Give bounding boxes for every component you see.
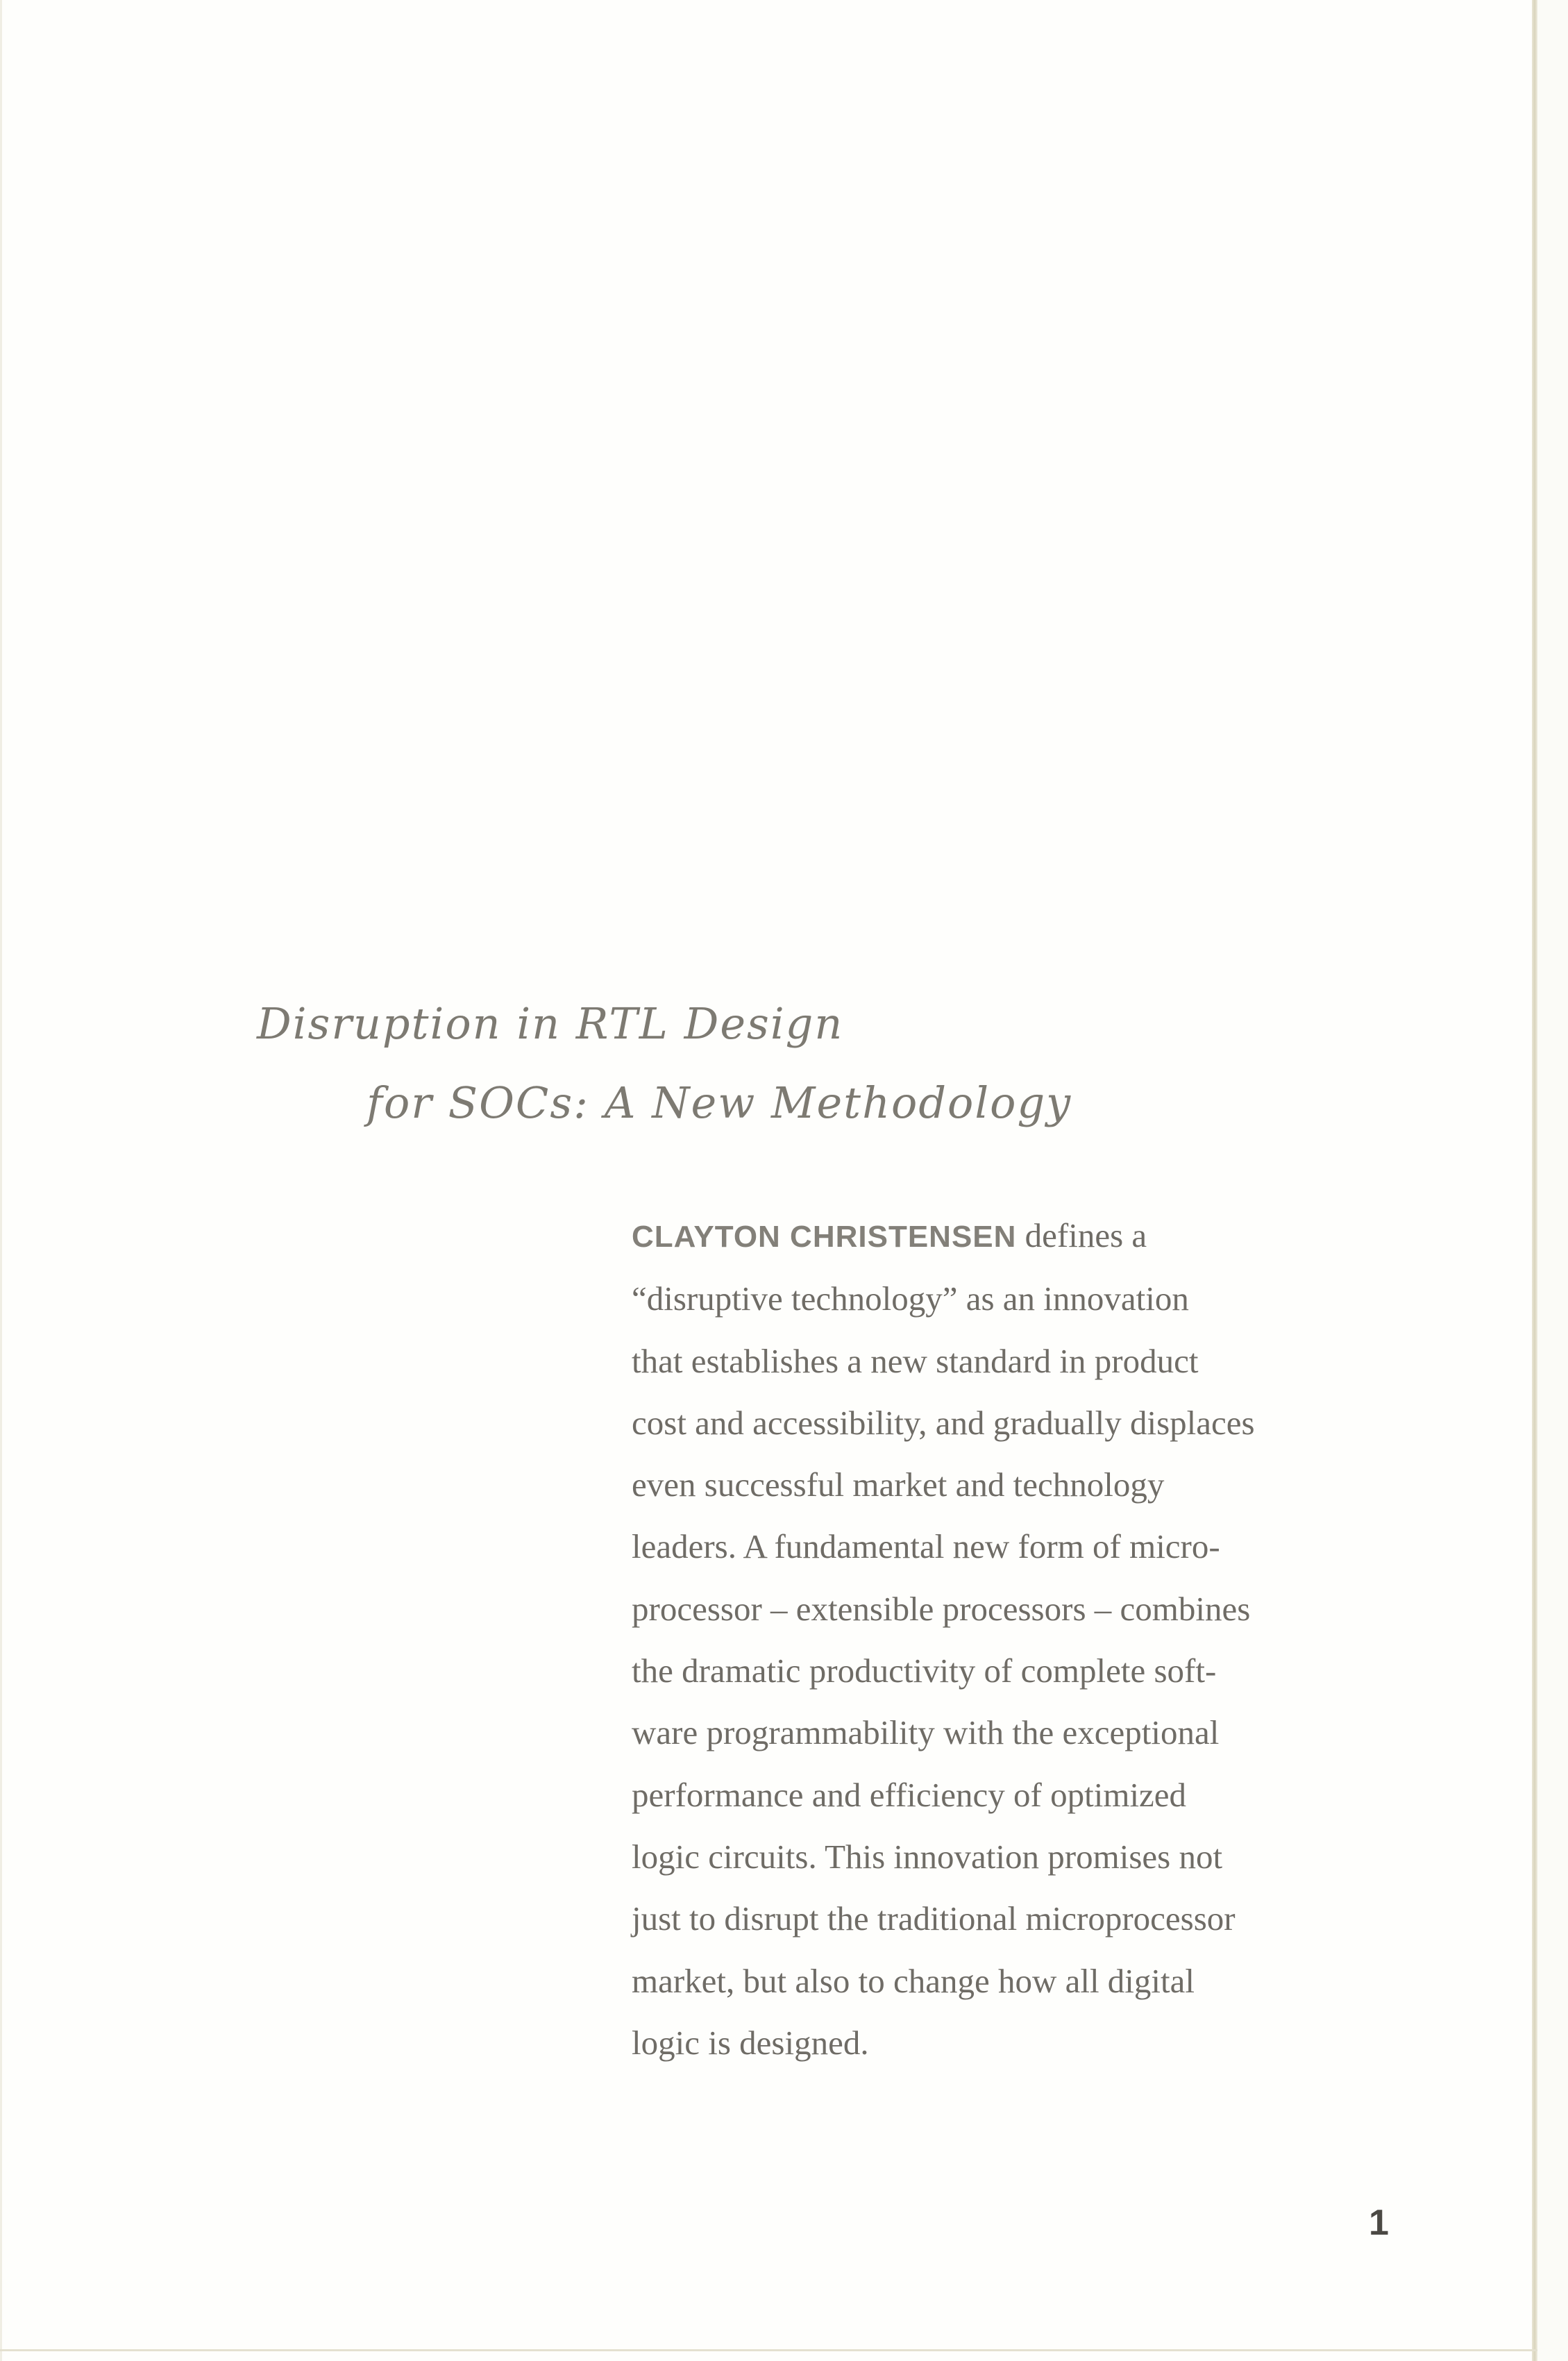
article-title-line-1: Disruption in RTL Design [257,998,844,1049]
body-line: logic circuits. This innovation promises not [632,1837,1223,1876]
scan-margin-right [1537,0,1568,2361]
body-line: cost and accessibility, and gradually displaces [632,1403,1255,1442]
body-line: ware programmability with the exceptional [632,1713,1220,1752]
article-title-line-2: for SOCs: A New Methodology [366,1077,1072,1128]
body-line: logic is designed. [632,2023,869,2062]
body-line: “disruptive technology” as an innovation [632,1279,1189,1318]
scan-edge-left [0,0,2,2361]
body-line: market, but also to change how all digital [632,1961,1195,2000]
scan-edge-right [1532,0,1537,2361]
scan-edge-bottom [0,2349,1537,2351]
body-line: just to disrupt the traditional microprocessor [632,1899,1236,1938]
body-line: the dramatic productivity of complete soft- [632,1652,1217,1690]
body-line: processor – extensible processors – combines [632,1589,1251,1628]
body-line: even successful market and technology [632,1465,1165,1504]
body-line: leaders. A fundamental new form of micro- [632,1527,1220,1566]
body-line: that establishes a new standard in product [632,1341,1199,1380]
lead-name: CLAYTON CHRISTENSEN [632,1220,1017,1254]
article-body [632,1204,1298,2074]
article-title [257,984,1072,1143]
body-line [632,1204,1298,1268]
body-line-text: defines a [1016,1216,1147,1254]
body-line: performance and efficiency of optimized [632,1775,1187,1814]
page-number: 1 [1369,2203,1389,2243]
